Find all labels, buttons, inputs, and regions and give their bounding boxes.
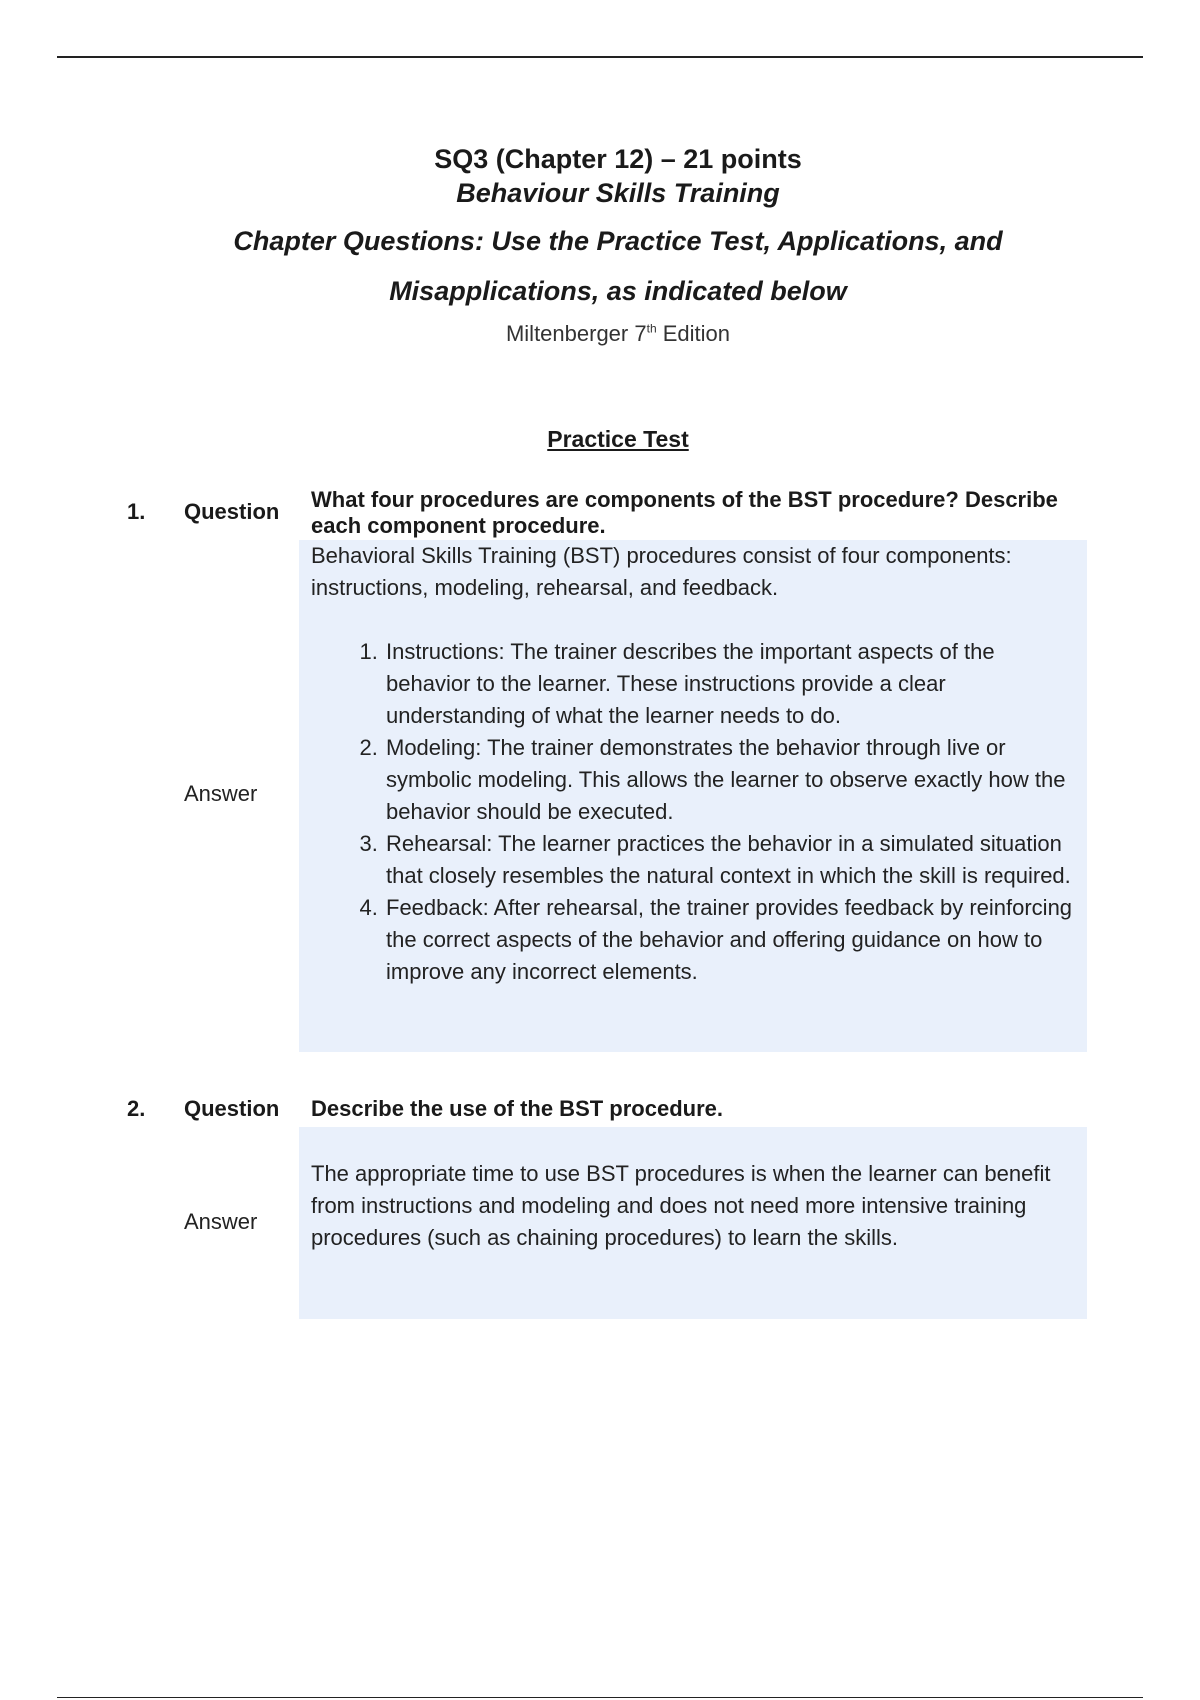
question-text: Describe the use of the BST procedure.: [311, 1096, 723, 1121]
document-subtitle: Behaviour Skills Training: [456, 178, 780, 208]
answer-list-item: 3. Rehearsal: The learner practices the behavior in a simulated situation that closely resembles the natural context in which the skill is required.: [384, 828, 1075, 892]
edition-line: [0, 320, 1200, 348]
question-label: Question: [184, 499, 280, 524]
question-number: 2.: [127, 1096, 146, 1121]
answer-intro: The appropriate time to use BST procedures is when the learner can benefit from instructions and modeling and does not need more intensive training procedures (such as chaining procedures) to learn the skills.: [311, 1161, 1051, 1250]
question-text: What four procedures are components of the BST procedure? Describe each component procedure.: [311, 487, 1058, 538]
document-title: SQ3 (Chapter 12) – 21 points: [434, 144, 802, 174]
answer-box: [299, 1127, 1087, 1319]
edition-prefix: Miltenberger 7: [505, 321, 647, 346]
answer-box: [299, 540, 1087, 1052]
answer-list-item: 1. Instructions: The trainer describes the important aspects of the behavior to the learner. These instructions provide a clear understanding of what the learner needs to do.: [384, 636, 1075, 732]
answer-list-item: 2. Modeling: The trainer demonstrates the behavior through live or symbolic modeling. This allows the learner to observe exactly how the behavior should be executed.: [384, 732, 1075, 828]
document-header: [0, 142, 1200, 348]
answer-list-item: 4. Feedback: After rehearsal, the trainer provides feedback by reinforcing the correct aspects of the behavior and offering guidance on how to improve any incorrect elements.: [384, 892, 1075, 988]
document-instructions: Chapter Questions: Use the Practice Test, Applications, and Misapplications, as indicated below: [233, 226, 1003, 306]
section-title: Practice Test: [547, 426, 689, 452]
question-label: Question: [184, 1096, 280, 1121]
edition-suffix: Edition: [656, 321, 731, 346]
answer-list: [311, 636, 1075, 988]
top-divider: [57, 56, 1143, 58]
question-number: 1.: [127, 499, 146, 524]
bottom-divider: [57, 1697, 1143, 1698]
edition-superscript: th: [646, 321, 657, 336]
answer-label: Answer: [184, 781, 258, 806]
answer-label: Answer: [184, 1209, 258, 1234]
answer-intro: Behavioral Skills Training (BST) procedures consist of four components: instructions, modeling, rehearsal, and feedback.: [311, 543, 1012, 600]
